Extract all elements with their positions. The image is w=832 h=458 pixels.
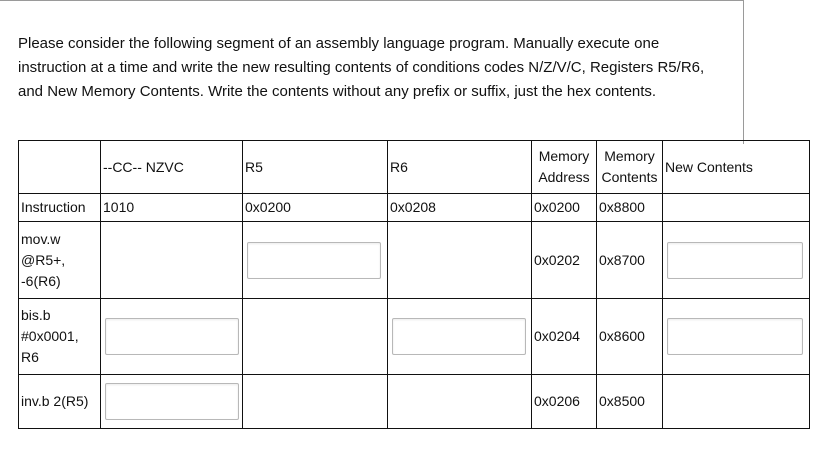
- initial-mem-address: 0x0200: [532, 194, 597, 222]
- instruction-1-new-contents-input[interactable]: [667, 242, 803, 279]
- header-empty-cell: [19, 141, 101, 194]
- header-memory-contents: Memory Contents: [597, 141, 663, 194]
- initial-new-contents-empty: [663, 194, 810, 222]
- initial-r6-value: 0x0208: [388, 194, 532, 222]
- instruction-2-cc-cell: [101, 299, 243, 375]
- instruction-3-label: inv.b 2(R5): [19, 375, 101, 429]
- instruction-1-mem-address: 0x0202: [532, 222, 597, 299]
- instruction-1-mem-contents: 0x8700: [597, 222, 663, 299]
- instruction-3-new-contents-cell: [663, 375, 810, 429]
- instruction-1-label: mov.w @R5+, -6(R6): [19, 222, 101, 299]
- question-prompt: Please consider the following segment of an assembly language program. Manually execute one instruction at a time and write the new resulting contents of conditions codes N/Z/V/C, Registers R5/R6, and New Memory Contents. Write the contents without any prefix or suffix, just the hex contents.: [18, 35, 705, 100]
- header-memory-address: Memory Address: [532, 141, 597, 194]
- instruction-row-2: [19, 299, 810, 375]
- instruction-3-mem-address: 0x0206: [532, 375, 597, 429]
- instruction-3-cc-input[interactable]: [105, 383, 239, 420]
- instruction-2-new-contents-cell: [663, 299, 810, 375]
- instruction-2-r6-cell: [388, 299, 532, 375]
- instruction-1-cc-cell: [101, 222, 243, 299]
- initial-cc-value: 1010: [101, 194, 243, 222]
- page-frame-right: [743, 0, 744, 144]
- header-cc: --CC-- NZVC: [101, 141, 243, 194]
- instruction-2-r5-cell: [243, 299, 388, 375]
- instruction-1-r6-cell: [388, 222, 532, 299]
- instruction-1-r5-cell: [243, 222, 388, 299]
- instruction-2-mem-address: 0x0204: [532, 299, 597, 375]
- instruction-2-cc-input[interactable]: [105, 318, 239, 355]
- header-row: [19, 141, 810, 194]
- instruction-2-r6-input[interactable]: [392, 318, 526, 355]
- instruction-3-mem-contents: 0x8500: [597, 375, 663, 429]
- header-r5: R5: [243, 141, 388, 194]
- header-r6: R6: [388, 141, 532, 194]
- instruction-1-r5-input[interactable]: [247, 242, 381, 279]
- instruction-2-label: bis.b #0x0001, R6: [19, 299, 101, 375]
- instruction-3-cc-cell: [101, 375, 243, 429]
- instruction-3-r6-cell: [388, 375, 532, 429]
- instruction-1-new-contents-cell: [663, 222, 810, 299]
- initial-label: Instruction: [19, 194, 101, 222]
- initial-row: [19, 194, 810, 222]
- instruction-2-mem-contents: 0x8600: [597, 299, 663, 375]
- instruction-3-r5-cell: [243, 375, 388, 429]
- header-new-contents: New Contents: [663, 141, 810, 194]
- answer-table: [18, 140, 810, 429]
- initial-mem-contents: 0x8800: [597, 194, 663, 222]
- instruction-row-1: [19, 222, 810, 299]
- initial-r5-value: 0x0200: [243, 194, 388, 222]
- page-frame-top: [0, 0, 744, 1]
- instruction-2-new-contents-input[interactable]: [667, 318, 803, 355]
- instruction-row-3: [19, 375, 810, 429]
